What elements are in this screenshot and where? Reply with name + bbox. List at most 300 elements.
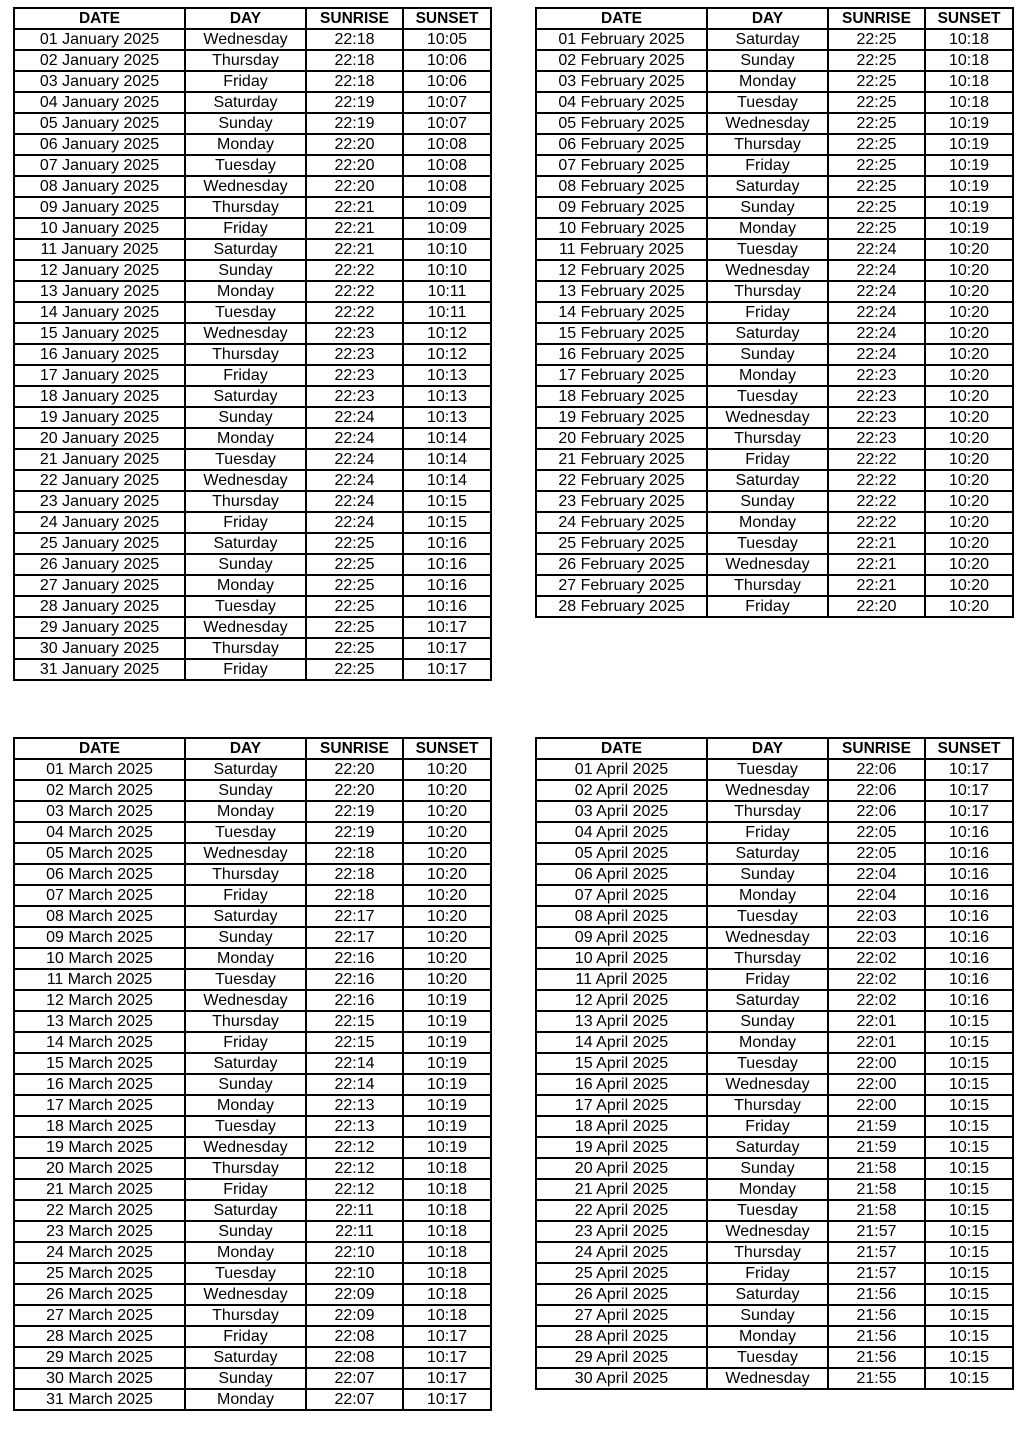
table-row (14, 906, 491, 927)
cell-date: 21 February 2025 (536, 449, 707, 470)
cell-sunset: 10:15 (925, 1284, 1013, 1305)
cell-sunset: 10:19 (403, 1032, 491, 1053)
cell-date: 13 January 2025 (14, 281, 185, 302)
cell-sunset: 10:17 (925, 759, 1013, 780)
cell-day: Thursday (185, 1011, 306, 1032)
cell-sunrise: 21:56 (828, 1326, 925, 1347)
cell-sunset: 10:12 (403, 323, 491, 344)
cell-day: Tuesday (185, 302, 306, 323)
cell-date: 11 February 2025 (536, 239, 707, 260)
table-row (536, 344, 1013, 365)
cell-sunrise: 22:08 (306, 1347, 403, 1368)
cell-day: Wednesday (707, 1368, 828, 1389)
cell-day: Wednesday (185, 843, 306, 864)
cell-sunrise: 22:22 (828, 491, 925, 512)
cell-sunset: 10:20 (403, 780, 491, 801)
cell-sunset: 10:20 (403, 822, 491, 843)
cell-day: Wednesday (707, 260, 828, 281)
cell-day: Sunday (185, 1074, 306, 1095)
cell-sunset: 10:12 (403, 344, 491, 365)
cell-sunset: 10:17 (403, 1347, 491, 1368)
cell-day: Friday (185, 218, 306, 239)
cell-date: 19 January 2025 (14, 407, 185, 428)
table-row (536, 1200, 1013, 1221)
cell-day: Wednesday (185, 617, 306, 638)
cell-sunrise: 22:25 (828, 50, 925, 71)
table-row (14, 1200, 491, 1221)
cell-sunset: 10:16 (925, 822, 1013, 843)
cell-date: 03 March 2025 (14, 801, 185, 822)
cell-sunrise: 22:19 (306, 822, 403, 843)
cell-sunset: 10:20 (925, 407, 1013, 428)
cell-sunrise: 22:25 (828, 92, 925, 113)
cell-day: Sunday (185, 780, 306, 801)
cell-date: 29 January 2025 (14, 617, 185, 638)
cell-sunrise: 22:00 (828, 1074, 925, 1095)
cell-sunset: 10:15 (925, 1137, 1013, 1158)
cell-sunset: 10:13 (403, 386, 491, 407)
cell-sunset: 10:16 (925, 843, 1013, 864)
cell-day: Sunday (185, 260, 306, 281)
cell-sunrise: 22:22 (828, 449, 925, 470)
cell-date: 18 January 2025 (14, 386, 185, 407)
cell-sunrise: 22:23 (306, 323, 403, 344)
cell-sunset: 10:15 (925, 1158, 1013, 1179)
cell-date: 19 April 2025 (536, 1137, 707, 1158)
cell-day: Thursday (707, 428, 828, 449)
cell-day: Saturday (707, 176, 828, 197)
cell-date: 28 April 2025 (536, 1326, 707, 1347)
cell-day: Sunday (707, 491, 828, 512)
cell-sunset: 10:17 (925, 780, 1013, 801)
cell-sunset: 10:18 (403, 1305, 491, 1326)
table-row (536, 1347, 1013, 1368)
cell-day: Friday (185, 365, 306, 386)
cell-sunset: 10:17 (925, 801, 1013, 822)
cell-day: Monday (185, 575, 306, 596)
cell-date: 06 January 2025 (14, 134, 185, 155)
cell-sunset: 10:07 (403, 92, 491, 113)
cell-sunset: 10:08 (403, 155, 491, 176)
cell-day: Wednesday (707, 927, 828, 948)
cell-sunrise: 22:06 (828, 801, 925, 822)
cell-sunset: 10:20 (925, 512, 1013, 533)
cell-day: Tuesday (185, 1116, 306, 1137)
sun-table-march (13, 737, 492, 1411)
cell-sunset: 10:20 (403, 969, 491, 990)
cell-day: Tuesday (185, 449, 306, 470)
table-row (536, 50, 1013, 71)
cell-sunset: 10:10 (403, 260, 491, 281)
cell-day: Wednesday (185, 1284, 306, 1305)
table-header-row (536, 738, 1013, 759)
cell-day: Monday (707, 1326, 828, 1347)
table-row (536, 801, 1013, 822)
cell-sunrise: 22:03 (828, 927, 925, 948)
cell-sunset: 10:16 (925, 885, 1013, 906)
cell-date: 08 February 2025 (536, 176, 707, 197)
cell-sunset: 10:20 (925, 470, 1013, 491)
cell-day: Saturday (707, 1284, 828, 1305)
cell-sunset: 10:09 (403, 197, 491, 218)
cell-day: Thursday (707, 1242, 828, 1263)
cell-sunset: 10:08 (403, 176, 491, 197)
cell-day: Thursday (185, 864, 306, 885)
cell-date: 10 March 2025 (14, 948, 185, 969)
cell-date: 26 March 2025 (14, 1284, 185, 1305)
cell-day: Wednesday (185, 323, 306, 344)
cell-sunrise: 22:20 (306, 780, 403, 801)
cell-day: Monday (185, 1389, 306, 1410)
cell-sunset: 10:05 (403, 29, 491, 50)
table-row (14, 176, 491, 197)
cell-date: 15 March 2025 (14, 1053, 185, 1074)
cell-date: 10 January 2025 (14, 218, 185, 239)
cell-day: Monday (707, 885, 828, 906)
cell-sunset: 10:16 (403, 575, 491, 596)
cell-date: 07 January 2025 (14, 155, 185, 176)
cell-sunrise: 22:25 (306, 533, 403, 554)
cell-day: Wednesday (707, 1221, 828, 1242)
cell-sunset: 10:15 (925, 1032, 1013, 1053)
cell-date: 06 April 2025 (536, 864, 707, 885)
cell-sunrise: 22:16 (306, 969, 403, 990)
cell-date: 25 February 2025 (536, 533, 707, 554)
cell-date: 08 January 2025 (14, 176, 185, 197)
cell-day: Sunday (185, 554, 306, 575)
cell-sunset: 10:18 (925, 92, 1013, 113)
cell-date: 01 March 2025 (14, 759, 185, 780)
cell-date: 03 February 2025 (536, 71, 707, 92)
table-row (14, 1179, 491, 1200)
cell-day: Sunday (185, 927, 306, 948)
cell-sunset: 10:08 (403, 134, 491, 155)
table-row (14, 239, 491, 260)
table-row (536, 449, 1013, 470)
cell-day: Monday (185, 281, 306, 302)
table-row (536, 281, 1013, 302)
cell-date: 27 January 2025 (14, 575, 185, 596)
cell-date: 04 January 2025 (14, 92, 185, 113)
table-row (536, 1263, 1013, 1284)
cell-sunrise: 22:06 (828, 759, 925, 780)
cell-date: 12 January 2025 (14, 260, 185, 281)
cell-date: 20 February 2025 (536, 428, 707, 449)
cell-sunset: 10:06 (403, 50, 491, 71)
cell-day: Saturday (707, 29, 828, 50)
cell-date: 02 February 2025 (536, 50, 707, 71)
table-row (536, 780, 1013, 801)
table-row (14, 533, 491, 554)
table-row (536, 1011, 1013, 1032)
table-row (536, 759, 1013, 780)
cell-date: 22 March 2025 (14, 1200, 185, 1221)
cell-date: 14 April 2025 (536, 1032, 707, 1053)
cell-sunset: 10:19 (925, 218, 1013, 239)
cell-sunrise: 22:22 (306, 260, 403, 281)
cell-day: Tuesday (185, 969, 306, 990)
cell-day: Saturday (185, 1347, 306, 1368)
cell-day: Tuesday (185, 1263, 306, 1284)
cell-day: Friday (707, 155, 828, 176)
cell-day: Saturday (185, 533, 306, 554)
cell-day: Saturday (185, 906, 306, 927)
cell-sunset: 10:15 (925, 1326, 1013, 1347)
table-row (536, 218, 1013, 239)
cell-date: 26 February 2025 (536, 554, 707, 575)
cell-sunset: 10:16 (925, 927, 1013, 948)
table-row (536, 990, 1013, 1011)
table-row (14, 1242, 491, 1263)
table-row (14, 29, 491, 50)
cell-sunset: 10:18 (403, 1158, 491, 1179)
cell-day: Saturday (707, 470, 828, 491)
table-row (536, 1305, 1013, 1326)
cell-sunrise: 22:24 (828, 281, 925, 302)
cell-sunrise: 21:56 (828, 1305, 925, 1326)
cell-day: Tuesday (707, 533, 828, 554)
cell-sunrise: 22:10 (306, 1242, 403, 1263)
cell-day: Monday (707, 1179, 828, 1200)
cell-day: Wednesday (707, 1074, 828, 1095)
cell-day: Thursday (707, 948, 828, 969)
cell-date: 11 March 2025 (14, 969, 185, 990)
table-row (14, 71, 491, 92)
cell-date: 17 April 2025 (536, 1095, 707, 1116)
cell-sunset: 10:15 (925, 1347, 1013, 1368)
table-row (536, 92, 1013, 113)
table-row (14, 260, 491, 281)
cell-sunrise: 22:21 (828, 554, 925, 575)
table-row (536, 1284, 1013, 1305)
cell-sunrise: 22:24 (306, 407, 403, 428)
cell-sunset: 10:19 (403, 1053, 491, 1074)
table-row (14, 113, 491, 134)
cell-date: 22 February 2025 (536, 470, 707, 491)
cell-day: Tuesday (707, 1200, 828, 1221)
cell-date: 22 April 2025 (536, 1200, 707, 1221)
cell-date: 16 April 2025 (536, 1074, 707, 1095)
table-row (536, 1179, 1013, 1200)
cell-sunset: 10:17 (403, 1389, 491, 1410)
cell-date: 27 March 2025 (14, 1305, 185, 1326)
cell-day: Monday (185, 428, 306, 449)
cell-sunset: 10:18 (403, 1179, 491, 1200)
cell-sunset: 10:20 (925, 449, 1013, 470)
cell-day: Saturday (707, 843, 828, 864)
cell-day: Tuesday (707, 239, 828, 260)
header-day: DAY (185, 8, 306, 29)
table-row (14, 302, 491, 323)
cell-sunset: 10:20 (925, 533, 1013, 554)
cell-sunset: 10:19 (925, 113, 1013, 134)
cell-date: 25 January 2025 (14, 533, 185, 554)
table-header-row (14, 738, 491, 759)
cell-sunrise: 22:05 (828, 822, 925, 843)
cell-sunset: 10:18 (925, 71, 1013, 92)
cell-sunset: 10:18 (925, 50, 1013, 71)
cell-day: Sunday (185, 1368, 306, 1389)
cell-day: Thursday (185, 344, 306, 365)
cell-date: 05 February 2025 (536, 113, 707, 134)
table-row (14, 1263, 491, 1284)
cell-sunrise: 22:09 (306, 1284, 403, 1305)
cell-sunrise: 22:24 (306, 512, 403, 533)
cell-date: 02 January 2025 (14, 50, 185, 71)
cell-sunrise: 22:03 (828, 906, 925, 927)
cell-sunset: 10:20 (925, 344, 1013, 365)
cell-sunset: 10:15 (925, 1221, 1013, 1242)
cell-date: 02 March 2025 (14, 780, 185, 801)
table-row (536, 491, 1013, 512)
cell-day: Wednesday (707, 407, 828, 428)
header-sunset: SUNSET (925, 8, 1013, 29)
header-day: DAY (185, 738, 306, 759)
table-row (14, 659, 491, 680)
cell-sunrise: 22:24 (306, 491, 403, 512)
cell-sunset: 10:15 (925, 1263, 1013, 1284)
cell-sunset: 10:15 (925, 1116, 1013, 1137)
cell-date: 28 March 2025 (14, 1326, 185, 1347)
cell-date: 14 January 2025 (14, 302, 185, 323)
cell-day: Friday (707, 449, 828, 470)
cell-sunrise: 21:58 (828, 1200, 925, 1221)
cell-sunrise: 22:14 (306, 1053, 403, 1074)
cell-sunrise: 22:09 (306, 1305, 403, 1326)
cell-day: Tuesday (185, 596, 306, 617)
cell-date: 07 March 2025 (14, 885, 185, 906)
table-row (14, 386, 491, 407)
cell-sunset: 10:20 (403, 927, 491, 948)
table-row (14, 470, 491, 491)
cell-sunrise: 22:25 (828, 113, 925, 134)
cell-date: 08 April 2025 (536, 906, 707, 927)
cell-sunrise: 22:18 (306, 864, 403, 885)
cell-sunset: 10:15 (925, 1074, 1013, 1095)
cell-sunrise: 22:25 (306, 575, 403, 596)
cell-sunrise: 22:18 (306, 71, 403, 92)
cell-sunrise: 22:23 (828, 365, 925, 386)
cell-date: 13 February 2025 (536, 281, 707, 302)
table-row (14, 155, 491, 176)
header-date: DATE (536, 8, 707, 29)
cell-date: 04 April 2025 (536, 822, 707, 843)
cell-sunrise: 22:23 (828, 428, 925, 449)
table-row (536, 822, 1013, 843)
table-row (14, 512, 491, 533)
cell-sunrise: 22:11 (306, 1221, 403, 1242)
cell-day: Monday (185, 134, 306, 155)
cell-day: Saturday (185, 1053, 306, 1074)
cell-date: 14 February 2025 (536, 302, 707, 323)
table-row (536, 407, 1013, 428)
cell-sunrise: 21:58 (828, 1179, 925, 1200)
cell-date: 15 January 2025 (14, 323, 185, 344)
table-row (14, 1095, 491, 1116)
cell-day: Wednesday (707, 113, 828, 134)
cell-sunset: 10:20 (403, 864, 491, 885)
cell-day: Monday (707, 71, 828, 92)
cell-day: Friday (185, 659, 306, 680)
cell-sunrise: 22:20 (306, 134, 403, 155)
cell-date: 15 February 2025 (536, 323, 707, 344)
cell-sunset: 10:20 (925, 302, 1013, 323)
cell-date: 12 March 2025 (14, 990, 185, 1011)
cell-day: Tuesday (707, 759, 828, 780)
table-row (14, 554, 491, 575)
table-row (536, 365, 1013, 386)
cell-day: Wednesday (185, 1137, 306, 1158)
cell-day: Wednesday (185, 176, 306, 197)
table-row (536, 864, 1013, 885)
cell-sunrise: 22:23 (306, 365, 403, 386)
cell-day: Monday (707, 1032, 828, 1053)
cell-sunset: 10:20 (403, 948, 491, 969)
cell-day: Sunday (707, 864, 828, 885)
cell-sunrise: 22:20 (306, 759, 403, 780)
cell-sunset: 10:18 (925, 29, 1013, 50)
header-sunrise: SUNRISE (306, 738, 403, 759)
cell-date: 18 March 2025 (14, 1116, 185, 1137)
cell-day: Sunday (707, 344, 828, 365)
cell-sunset: 10:20 (403, 843, 491, 864)
cell-sunrise: 21:55 (828, 1368, 925, 1389)
cell-day: Saturday (707, 323, 828, 344)
table-row (14, 1284, 491, 1305)
cell-sunrise: 22:24 (828, 302, 925, 323)
cell-sunrise: 22:02 (828, 948, 925, 969)
cell-sunrise: 22:19 (306, 113, 403, 134)
table-row (536, 1242, 1013, 1263)
cell-day: Tuesday (185, 822, 306, 843)
cell-day: Saturday (185, 1200, 306, 1221)
table-row (536, 533, 1013, 554)
cell-sunset: 10:20 (925, 554, 1013, 575)
table-row (14, 50, 491, 71)
cell-sunset: 10:20 (925, 575, 1013, 596)
table-row (14, 92, 491, 113)
cell-sunrise: 22:25 (306, 659, 403, 680)
cell-sunset: 10:20 (925, 239, 1013, 260)
cell-date: 30 April 2025 (536, 1368, 707, 1389)
cell-sunrise: 22:24 (828, 239, 925, 260)
cell-sunrise: 22:16 (306, 990, 403, 1011)
cell-sunset: 10:17 (403, 659, 491, 680)
table-row (14, 780, 491, 801)
cell-day: Friday (707, 302, 828, 323)
cell-sunset: 10:07 (403, 113, 491, 134)
table-row (536, 885, 1013, 906)
cell-sunset: 10:17 (403, 1326, 491, 1347)
cell-day: Thursday (707, 1095, 828, 1116)
cell-date: 30 March 2025 (14, 1368, 185, 1389)
table-row (14, 575, 491, 596)
cell-sunset: 10:20 (925, 491, 1013, 512)
cell-date: 13 April 2025 (536, 1011, 707, 1032)
cell-day: Wednesday (185, 29, 306, 50)
cell-day: Saturday (707, 1137, 828, 1158)
cell-date: 06 March 2025 (14, 864, 185, 885)
cell-date: 27 April 2025 (536, 1305, 707, 1326)
cell-day: Sunday (707, 1011, 828, 1032)
cell-sunrise: 22:25 (828, 29, 925, 50)
cell-date: 17 March 2025 (14, 1095, 185, 1116)
cell-date: 16 January 2025 (14, 344, 185, 365)
cell-date: 14 March 2025 (14, 1032, 185, 1053)
sun-table-january (13, 7, 492, 681)
table-row (14, 638, 491, 659)
cell-date: 13 March 2025 (14, 1011, 185, 1032)
